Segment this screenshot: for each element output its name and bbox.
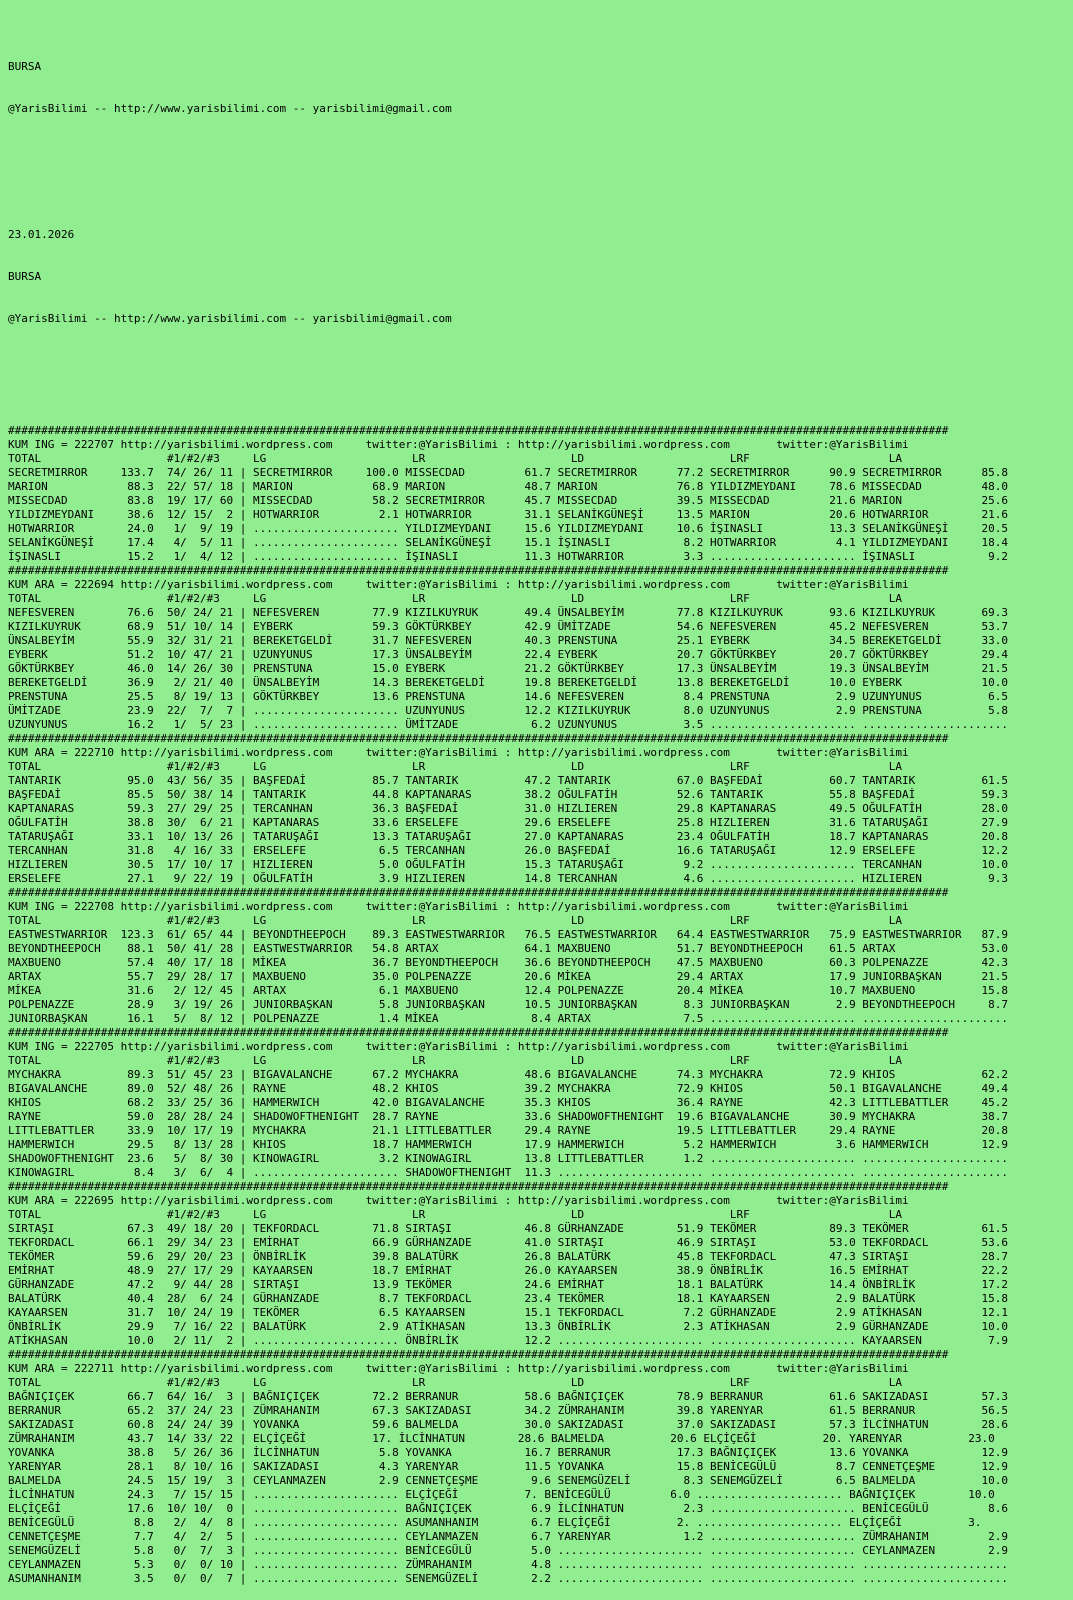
table-row: BERRANUR 65.2 37/ 24/ 23 | ZÜMRAHANIM 67.3 SAKIZADASI 34.2 ZÜMRAHANIM 39.8 YARENYAR 61.5 BERRANUR 56.5 bbox=[8, 1404, 1009, 1417]
race-title: KUM ING = 222707 http://yarisbilimi.wordpress.com twitter:@YarisBilimi : http://yarisbilimi.wordpress.com twitter:@YarisBilimi bbox=[8, 438, 909, 451]
table-row: ZÜMRAHANIM 43.7 14/ 33/ 22 | ELÇİÇEĞİ 17. İLCİNHATUN 28.6 BALMELDA 20.6 ELÇİÇEĞİ 20. YARENYAR 23.0 bbox=[8, 1432, 995, 1445]
race-title: KUM ING = 222705 http://yarisbilimi.wordpress.com twitter:@YarisBilimi : http://yarisbilimi.wordpress.com twitter:@YarisBilimi bbox=[8, 1040, 909, 1053]
table-row: BAĞNIÇIÇEK 66.7 64/ 16/ 3 | BAĞNIÇIÇEK 72.2 BERRANUR 58.6 BAĞNIÇIÇEK 78.9 BERRANUR 61.6 SAKIZADASI 57.3 bbox=[8, 1390, 1009, 1403]
table-row: KAPTANARAS 59.3 27/ 29/ 25 | TERCANHAN 36.3 BAŞFEDAİ 31.0 HIZLIEREN 29.8 KAPTANARAS 49.5 OĞULFATİH 28.0 bbox=[8, 802, 1009, 815]
table-row: MİKEA 31.6 2/ 12/ 45 | ARTAX 6.1 MAXBUENO 12.4 POLPENAZZE 20.4 MİKEA 10.7 MAXBUENO 15.8 bbox=[8, 984, 1009, 997]
table-row: SAKIZADASI 60.8 24/ 24/ 39 | YOVANKA 59.6 BALMELDA 30.0 SAKIZADASI 37.0 SAKIZADASI 57.3 İLCİNHATUN 28.6 bbox=[8, 1418, 1009, 1431]
table-header: TOTAL #1/#2/#3 LG LR LD LRF LA bbox=[8, 914, 903, 927]
race-section bbox=[8, 732, 1073, 886]
table-row: UZUNYUNUS 16.2 1/ 5/ 23 | ...................... ÜMİTZADE 6.2 UZUNYUNUS 3.5 ...................... ...................... bbox=[8, 718, 1009, 731]
header-spacer bbox=[8, 354, 1073, 368]
table-header: TOTAL #1/#2/#3 LG LR LD LRF LA bbox=[8, 452, 903, 465]
table-row: BALMELDA 24.5 15/ 19/ 3 | CEYLANMAZEN 2.9 CENNETÇEŞME 9.6 SENEMGÜZELİ 8.3 SENEMGÜZELİ 6.5 BALMELDA 10.0 bbox=[8, 1474, 1009, 1487]
table-row: OĞULFATİH 38.8 30/ 6/ 21 | KAPTANARAS 33.6 ERSELEFE 29.6 ERSELEFE 25.8 HIZLIEREN 31.6 TATARUŞAĞI 27.9 bbox=[8, 816, 1009, 829]
table-header: TOTAL #1/#2/#3 LG LR LD LRF LA bbox=[8, 1054, 903, 1067]
race-section bbox=[8, 1026, 1073, 1180]
table-row: KHIOS 68.2 33/ 25/ 36 | HAMMERWICH 42.0 BIGAVALANCHE 35.3 KHIOS 36.4 RAYNE 42.3 LITTLEBATTLER 45.2 bbox=[8, 1096, 1009, 1109]
table-row: CENNETÇEŞME 7.7 4/ 2/ 5 | ...................... CEYLANMAZEN 6.7 YARENYAR 1.2 ...................... ZÜMRAHANIM 2.9 bbox=[8, 1530, 1009, 1543]
section-separator: ############################################################################################################################################## bbox=[8, 564, 949, 577]
table-row: CEYLANMAZEN 5.3 0/ 0/ 10 | ...................... ZÜMRAHANIM 4.8 ...................... ...................... ...................... bbox=[8, 1558, 1009, 1571]
table-row: GÜRHANZADE 47.2 9/ 44/ 28 | SIRTAŞI 13.9 TEKÖMER 24.6 EMİRHAT 18.1 BALATÜRK 14.4 ÖNBİRLİK 17.2 bbox=[8, 1278, 1009, 1291]
table-row: SHADOWOFTHENIGHT 23.6 5/ 8/ 30 | KINOWAGIRL 3.2 KINOWAGIRL 13.8 LITTLEBATTLER 1.2 ...................... ...................... bbox=[8, 1152, 1009, 1165]
table-header: TOTAL #1/#2/#3 LG LR LD LRF LA bbox=[8, 760, 903, 773]
table-row: JUNIORBAŞKAN 16.1 5/ 8/ 12 | POLPENAZZE 1.4 MİKEA 8.4 ARTAX 7.5 ...................... ...................... bbox=[8, 1012, 1009, 1025]
table-row: KAYAARSEN 31.7 10/ 24/ 19 | TEKÖMER 6.5 KAYAARSEN 15.1 TEKFORDACL 7.2 GÜRHANZADE 2.9 ATİKHASAN 12.1 bbox=[8, 1306, 1009, 1319]
table-row: ASUMANHANIM 3.5 0/ 0/ 7 | ...................... SENEMGÜZELİ 2.2 ...................... ...................... ...................... bbox=[8, 1572, 1009, 1585]
section-separator: ############################################################################################################################################## bbox=[8, 1026, 949, 1039]
table-row: İLCİNHATUN 24.3 7/ 15/ 15 | ...................... ELÇİÇEĞİ 7. BENİCEGÜLÜ 6.0 ...................... BAĞNIÇIÇEK 10.0 bbox=[8, 1488, 995, 1501]
table-row: BEYONDTHEEPOCH 88.1 50/ 41/ 28 | EASTWESTWARRIOR 54.8 ARTAX 64.1 MAXBUENO 51.7 BEYONDTHEEPOCH 61.5 ARTAX 53.0 bbox=[8, 942, 1009, 955]
header-spacer bbox=[8, 186, 1073, 200]
race-title: KUM ARA = 222695 http://yarisbilimi.wordpress.com twitter:@YarisBilimi : http://yarisbilimi.wordpress.com twitter:@YarisBilimi bbox=[8, 1194, 909, 1207]
table-row: HAMMERWICH 29.5 8/ 13/ 28 | KHIOS 18.7 HAMMERWICH 17.9 HAMMERWICH 5.2 HAMMERWICH 3.6 HAMMERWICH 12.9 bbox=[8, 1138, 1009, 1151]
table-row: ATİKHASAN 10.0 2/ 11/ 2 | ...................... ÖNBİRLİK 12.2 ...................... ...................... KAYAARSEN 7.9 bbox=[8, 1334, 1009, 1347]
section-separator: ############################################################################################################################################## bbox=[8, 1180, 949, 1193]
race-section bbox=[8, 886, 1073, 1026]
report-date: 23.01.2026 bbox=[8, 228, 75, 241]
table-row: RAYNE 59.0 28/ 28/ 24 | SHADOWOFTHENIGHT 28.7 RAYNE 33.6 SHADOWOFTHENIGHT 19.6 BIGAVALANCHE 30.9 MYCHAKRA 38.7 bbox=[8, 1110, 1009, 1123]
table-row: EMİRHAT 48.9 27/ 17/ 29 | KAYAARSEN 18.7 EMİRHAT 26.0 KAYAARSEN 38.9 ÖNBİRLİK 16.5 EMİRHAT 22.2 bbox=[8, 1264, 1009, 1277]
table-row: YOVANKA 38.8 5/ 26/ 36 | İLCİNHATUN 5.8 YOVANKA 16.7 BERRANUR 17.3 BAĞNIÇIÇEK 13.6 YOVANKA 12.9 bbox=[8, 1446, 1009, 1459]
section-separator: ############################################################################################################################################## bbox=[8, 1348, 949, 1361]
table-row: TEKFORDACL 66.1 29/ 34/ 23 | EMİRHAT 66.9 GÜRHANZADE 41.0 SIRTAŞI 46.9 SIRTAŞI 53.0 TEKFORDACL 53.6 bbox=[8, 1236, 1009, 1249]
table-row: TEKÖMER 59.6 29/ 20/ 23 | ÖNBİRLİK 39.8 BALATÜRK 26.8 BALATÜRK 45.8 TEKFORDACL 47.3 SIRTAŞI 28.7 bbox=[8, 1250, 1009, 1263]
table-row: ÜMİTZADE 23.9 22/ 7/ 7 | ...................... UZUNYUNUS 12.2 KIZILKUYRUK 8.0 UZUNYUNUS 2.9 PRENSTUNA 5.8 bbox=[8, 704, 1009, 717]
section-separator: ############################################################################################################################################## bbox=[8, 424, 949, 437]
header-line: BURSA bbox=[8, 270, 42, 283]
header-spacer bbox=[8, 144, 1073, 158]
race-section bbox=[8, 424, 1073, 564]
table-row: TATARUŞAĞI 33.1 10/ 13/ 26 | TATARUŞAĞI 13.3 TATARUŞAĞI 27.0 KAPTANARAS 23.4 OĞULFATİH 18.7 KAPTANARAS 20.8 bbox=[8, 830, 1009, 843]
table-row: ARTAX 55.7 29/ 28/ 17 | MAXBUENO 35.0 POLPENAZZE 20.6 MİKEA 29.4 ARTAX 17.9 JUNIORBAŞKAN 21.5 bbox=[8, 970, 1009, 983]
table-row: KINOWAGIRL 8.4 3/ 6/ 4 | ...................... SHADOWOFTHENIGHT 11.3 ...................... ...................... ...................... bbox=[8, 1166, 1009, 1179]
table-row: BALATÜRK 40.4 28/ 6/ 24 | GÜRHANZADE 8.7 TEKFORDACL 23.4 TEKÖMER 18.1 KAYAARSEN 2.9 BALATÜRK 15.8 bbox=[8, 1292, 1009, 1305]
table-row: BAŞFEDAİ 85.5 50/ 38/ 14 | TANTARIK 44.8 KAPTANARAS 38.2 OĞULFATİH 52.6 TANTARIK 55.8 BAŞFEDAİ 59.3 bbox=[8, 788, 1009, 801]
table-row: TANTARIK 95.0 43/ 56/ 35 | BAŞFEDAİ 85.7 TANTARIK 47.2 TANTARIK 67.0 BAŞFEDAİ 60.7 TANTARIK 61.5 bbox=[8, 774, 1009, 787]
table-row: MAXBUENO 57.4 40/ 17/ 18 | MİKEA 36.7 BEYONDTHEEPOCH 36.6 BEYONDTHEEPOCH 47.5 MAXBUENO 60.3 POLPENAZZE 42.3 bbox=[8, 956, 1009, 969]
race-title: KUM ARA = 222710 http://yarisbilimi.wordpress.com twitter:@YarisBilimi : http://yarisbilimi.wordpress.com twitter:@YarisBilimi bbox=[8, 746, 909, 759]
table-row: TERCANHAN 31.8 4/ 16/ 33 | ERSELEFE 6.5 TERCANHAN 26.0 BAŞFEDAİ 16.6 TATARUŞAĞI 12.9 ERSELEFE 12.2 bbox=[8, 844, 1009, 857]
table-row: ELÇİÇEĞİ 17.6 10/ 10/ 0 | ...................... BAĞNIÇIÇEK 6.9 İLCİNHATUN 2.3 ...................... BENİCEGÜLÜ 8.6 bbox=[8, 1502, 1009, 1515]
table-row: NEFESVEREN 76.6 50/ 24/ 21 | NEFESVEREN 77.9 KIZILKUYRUK 49.4 ÜNSALBEYİM 77.8 KIZILKUYRUK 93.6 KIZILKUYRUK 69.3 bbox=[8, 606, 1009, 619]
table-row: HIZLIEREN 30.5 17/ 10/ 17 | HIZLIEREN 5.0 OĞULFATİH 15.3 TATARUŞAĞI 9.2 ...................... TERCANHAN 10.0 bbox=[8, 858, 1009, 871]
table-row: MYCHAKRA 89.3 51/ 45/ 23 | BIGAVALANCHE 67.2 MYCHAKRA 48.6 BIGAVALANCHE 74.3 MYCHAKRA 72.9 KHIOS 62.2 bbox=[8, 1068, 1009, 1081]
table-row: YARENYAR 28.1 8/ 10/ 16 | SAKIZADASI 4.3 YARENYAR 11.5 YOVANKA 15.8 BENİCEGÜLÜ 8.7 CENNETÇEŞME 12.9 bbox=[8, 1460, 1009, 1473]
header-line: BURSA bbox=[8, 60, 42, 73]
race-section bbox=[8, 1180, 1073, 1348]
table-row: BEREKETGELDİ 36.9 2/ 21/ 40 | ÜNSALBEYİM 14.3 BEREKETGELDİ 19.8 BEREKETGELDİ 13.8 BEREKETGELDİ 10.0 EYBERK 10.0 bbox=[8, 676, 1009, 689]
table-row: GÖKTÜRKBEY 46.0 14/ 26/ 30 | PRENSTUNA 15.0 EYBERK 21.2 GÖKTÜRKBEY 17.3 ÜNSALBEYİM 19.3 ÜNSALBEYİM 21.5 bbox=[8, 662, 1009, 675]
table-row: ÖNBİRLİK 29.9 7/ 16/ 22 | BALATÜRK 2.9 ATİKHASAN 13.3 ÖNBİRLİK 2.3 ATİKHASAN 2.9 GÜRHANZADE 10.0 bbox=[8, 1320, 1009, 1333]
table-row: MISSECDAD 83.8 19/ 17/ 60 | MISSECDAD 58.2 SECRETMIRROR 45.7 MISSECDAD 39.5 MISSECDAD 21.6 MARION 25.6 bbox=[8, 494, 1009, 507]
table-row: SENEMGÜZELİ 5.8 0/ 7/ 3 | ...................... BENİCEGÜLÜ 5.0 ...................... ...................... CEYLANMAZEN 2.9 bbox=[8, 1544, 1009, 1557]
table-row: EASTWESTWARRIOR 123.3 61/ 65/ 44 | BEYONDTHEEPOCH 89.3 EASTWESTWARRIOR 76.5 EASTWESTWARRIOR 64.4 EASTWESTWARRIOR 75.9 EASTWESTWARRIOR 87.9 bbox=[8, 928, 1009, 941]
table-row: ÜNSALBEYİM 55.9 32/ 31/ 21 | BEREKETGELDİ 31.7 NEFESVEREN 40.3 PRENSTUNA 25.1 EYBERK 34.5 BEREKETGELDİ 33.0 bbox=[8, 634, 1009, 647]
table-row: POLPENAZZE 28.9 3/ 19/ 26 | JUNIORBAŞKAN 5.8 JUNIORBAŞKAN 10.5 JUNIORBAŞKAN 8.3 JUNIORBAŞKAN 2.9 BEYONDTHEEPOCH 8.7 bbox=[8, 998, 1009, 1011]
table-row: BIGAVALANCHE 89.0 52/ 48/ 26 | RAYNE 48.2 KHIOS 39.2 MYCHAKRA 72.9 KHIOS 50.1 BIGAVALANCHE 49.4 bbox=[8, 1082, 1009, 1095]
table-row: YILDIZMEYDANI 38.6 12/ 15/ 2 | HOTWARRIOR 2.1 HOTWARRIOR 31.1 SELANİKGÜNEŞİ 13.5 MARION 20.6 HOTWARRIOR 21.6 bbox=[8, 508, 1009, 521]
table-row: MARION 88.3 22/ 57/ 18 | MARION 68.9 MARION 48.7 MARION 76.8 YILDIZMEYDANI 78.6 MISSECDAD 48.0 bbox=[8, 480, 1009, 493]
table-row: KIZILKUYRUK 68.9 51/ 10/ 14 | EYBERK 59.3 GÖKTÜRKBEY 42.9 ÜMİTZADE 54.6 NEFESVEREN 45.2 NEFESVEREN 53.7 bbox=[8, 620, 1009, 633]
header-line: @YarisBilimi -- http://www.yarisbilimi.com -- yarisbilimi@gmail.com bbox=[8, 102, 452, 115]
table-row: SIRTAŞI 67.3 49/ 18/ 20 | TEKFORDACL 71.8 SIRTAŞI 46.8 GÜRHANZADE 51.9 TEKÖMER 89.3 TEKÖMER 61.5 bbox=[8, 1222, 1009, 1235]
header-line: @YarisBilimi -- http://www.yarisbilimi.com -- yarisbilimi@gmail.com bbox=[8, 312, 452, 325]
table-header: TOTAL #1/#2/#3 LG LR LD LRF LA bbox=[8, 592, 903, 605]
section-separator: ############################################################################################################################################## bbox=[8, 732, 949, 745]
table-row: BENİCEGÜLÜ 8.8 2/ 4/ 8 | ...................... ASUMANHANIM 6.7 ELÇİÇEĞİ 2. ...................... ELÇİÇEĞİ 3. bbox=[8, 1516, 982, 1529]
race-sections bbox=[8, 424, 1073, 1586]
table-row: PRENSTUNA 25.5 8/ 19/ 13 | GÖKTÜRKBEY 13.6 PRENSTUNA 14.6 NEFESVEREN 8.4 PRENSTUNA 2.9 UZUNYUNUS 6.5 bbox=[8, 690, 1009, 703]
table-row: ERSELEFE 27.1 9/ 22/ 19 | OĞULFATİH 3.9 HIZLIEREN 14.8 TERCANHAN 4.6 ...................... HIZLIEREN 9.3 bbox=[8, 872, 1009, 885]
table-row: SELANİKGÜNEŞİ 17.4 4/ 5/ 11 | ...................... SELANİKGÜNEŞİ 15.1 İŞINASLI 8.2 HOTWARRIOR 4.1 YILDIZMEYDANI 18.4 bbox=[8, 536, 1009, 549]
report-header bbox=[8, 32, 1073, 396]
race-title: KUM ARA = 222711 http://yarisbilimi.wordpress.com twitter:@YarisBilimi : http://yarisbilimi.wordpress.com twitter:@YarisBilimi bbox=[8, 1362, 909, 1375]
table-header: TOTAL #1/#2/#3 LG LR LD LRF LA bbox=[8, 1376, 903, 1389]
section-separator: ############################################################################################################################################## bbox=[8, 886, 949, 899]
table-row: SECRETMIRROR 133.7 74/ 26/ 11 | SECRETMIRROR 100.0 MISSECDAD 61.7 SECRETMIRROR 77.2 SECRETMIRROR 90.9 SECRETMIRROR 85.8 bbox=[8, 466, 1009, 479]
table-row: EYBERK 51.2 10/ 47/ 21 | UZUNYUNUS 17.3 ÜNSALBEYİM 22.4 EYBERK 20.7 GÖKTÜRKBEY 20.7 GÖKTÜRKBEY 29.4 bbox=[8, 648, 1009, 661]
table-row: LITTLEBATTLER 33.9 10/ 17/ 19 | MYCHAKRA 21.1 LITTLEBATTLER 29.4 RAYNE 19.5 LITTLEBATTLER 29.4 RAYNE 20.8 bbox=[8, 1124, 1009, 1137]
table-row: HOTWARRIOR 24.0 1/ 9/ 19 | ...................... YILDIZMEYDANI 15.6 YILDIZMEYDANI 10.6 İŞINASLI 13.3 SELANİKGÜNEŞİ 20.5 bbox=[8, 522, 1009, 535]
race-title: KUM ARA = 222694 http://yarisbilimi.wordpress.com twitter:@YarisBilimi : http://yarisbilimi.wordpress.com twitter:@YarisBilimi bbox=[8, 578, 909, 591]
table-row: İŞINASLI 15.2 1/ 4/ 12 | ...................... İŞINASLI 11.3 HOTWARRIOR 3.3 ...................... İŞINASLI 9.2 bbox=[8, 550, 1009, 563]
race-section bbox=[8, 1348, 1073, 1586]
table-header: TOTAL #1/#2/#3 LG LR LD LRF LA bbox=[8, 1208, 903, 1221]
race-title: KUM ING = 222708 http://yarisbilimi.wordpress.com twitter:@YarisBilimi : http://yarisbilimi.wordpress.com twitter:@YarisBilimi bbox=[8, 900, 909, 913]
race-section bbox=[8, 564, 1073, 732]
